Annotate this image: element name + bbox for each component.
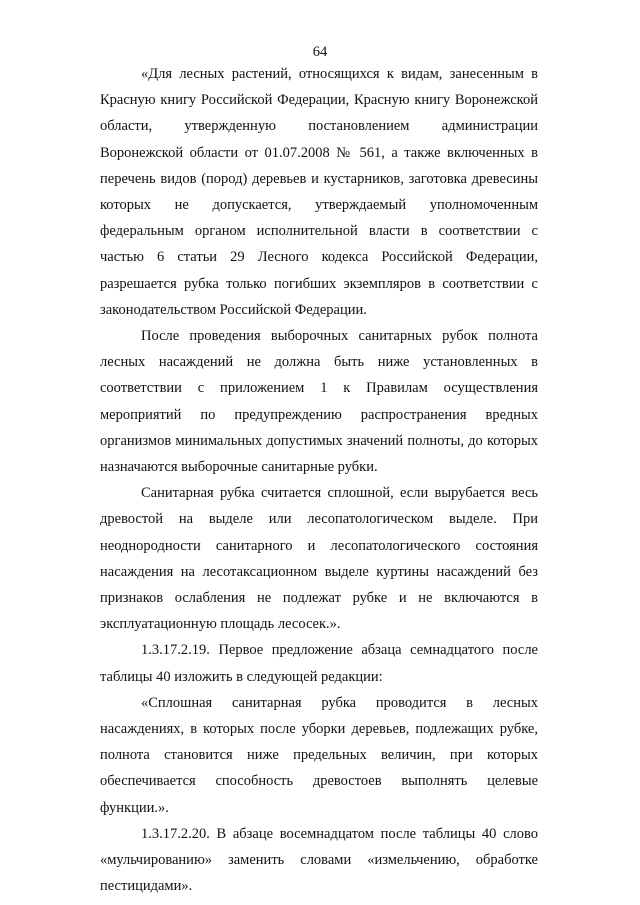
paragraph-quoted-new-wording: «Сплошная санитарная рубка проводится в лесных насаждениях, в которых после уборки деревьев, подлежащих рубке, полнота становится ниже предельных величин, при которых обеспечивается способность древостоев выполнять целевые функции.». <box>100 694 538 816</box>
paragraph-clear-sanitary-cutting: Санитарная рубка считается сплошной, если вырубается весь древостой на выделе или лесопатологическом выделе. При неоднородности санитарного и лесопатологического состояния насаждения на лесотаксационном выделе куртины насаждений без признаков ослабления не подлежат рубке и не включаются в эксплуатационную площадь лесосек.». <box>100 485 538 633</box>
paragraph-red-book-plants: «Для лесных растений, относящихся к видам, занесенным в Красную книгу Российской Федерации, Красную книгу Воронежской области, утвержденную постановлением администрации Воронежской области от 01.07.2008 № 561, а также включенных в перечень видов (пород) деревьев и кустарников, заготовка древесины которых не допускается, утверждаемый уполномоченным федеральным органом исполнительной власти в соответствии с частью 6 статьи 29 Лесного кодекса Российской Федерации, разрешается рубка только погибших экземпляров в соответствии с законодательством Российской Федерации. <box>100 66 538 318</box>
paragraph-amendment-1-3-17-2-19: 1.3.17.2.19. Первое предложение абзаца семнадцатого после таблицы 40 изложить в следующей редакции: <box>100 642 538 685</box>
paragraph-density-after-cutting: После проведения выборочных санитарных рубок полнота лесных насаждений не должна быть ниже установленных в соответствии с приложением 1 к Правилам осуществления мероприятий по предупреждению распространения вредных организмов минимальных допустимых значений полноты, до которых назначаются выборочные санитарные рубки. <box>100 328 538 476</box>
page-number: 64 <box>312 44 328 60</box>
paragraph-amendment-1-3-17-2-20: 1.3.17.2.20. В абзаце восемнадцатом после таблицы 40 слово «мульчированию» заменить словами «измельчению, обработке пестицидами». <box>100 825 538 895</box>
document-body <box>100 61 538 900</box>
